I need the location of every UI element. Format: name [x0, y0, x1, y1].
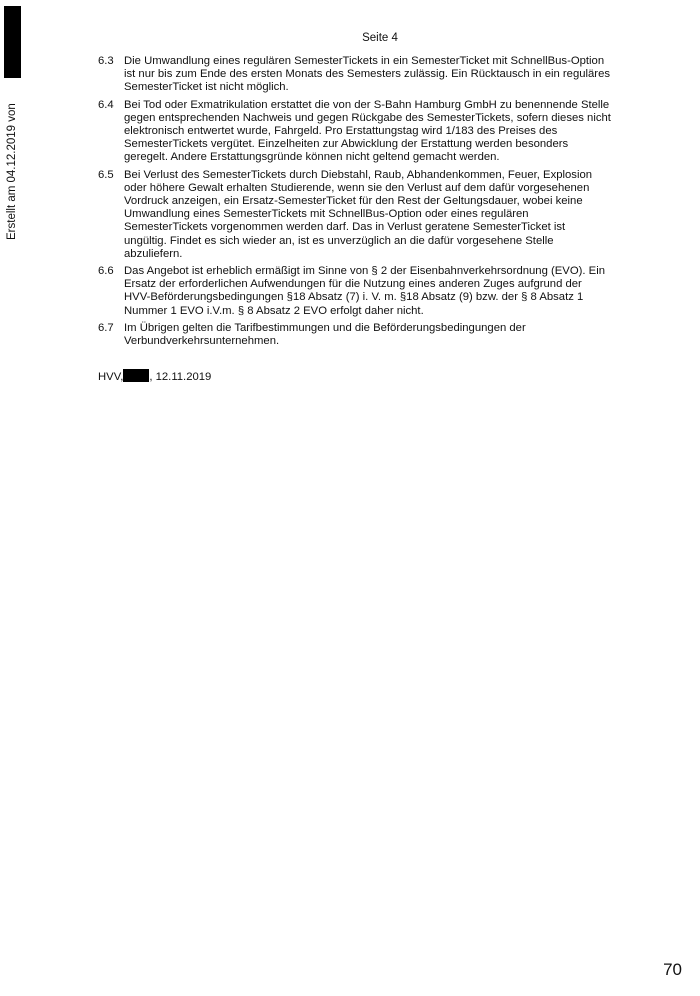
- clause-text: [124, 169, 658, 261]
- clause-list: [98, 55, 658, 352]
- clause-6-7: [98, 322, 658, 348]
- clause-line: Vordruck anzeigen, ein Ersatz-SemesterTicket für den Rest der Geltungsdauer, wobei keine: [124, 195, 583, 208]
- clause-text: [124, 55, 658, 95]
- clause-6-5: [98, 169, 658, 261]
- clause-line: Ersatz der erforderlichen Aufwendungen für die Nutzung eines anderen Zuges aufgrund der: [124, 278, 582, 291]
- clause-line: SemesterTickets vergütet. Einzelheiten zur Abwicklung der Erstattung werden besonders: [124, 138, 569, 151]
- clause-line: Verbundverkehrsunternehmen.: [124, 335, 280, 348]
- clause-line: SemesterTickets vorgenommen werden darf. Das in Verlust geratene SemesterTicket ist: [124, 221, 566, 234]
- clause-line: oder höhere Gewalt erhalten Studierende, wenn sie den Verlust auf dem dafür vorgesehenen: [124, 181, 590, 194]
- clause-line: Im Übrigen gelten die Tarifbestimmungen und die Beförderungsbedingungen der: [124, 321, 526, 334]
- clause-line: Nummer 1 EVO i.V.m. § 8 Absatz 2 EVO erfolgt daher nicht.: [124, 304, 424, 317]
- clause-text: [124, 99, 658, 165]
- clause-number: 6.6: [98, 265, 114, 278]
- clause-line: geregelt. Andere Erstattungsgründe können nicht geltend gemacht werden.: [124, 151, 500, 164]
- signature-date: , 12.11.2019: [149, 371, 212, 383]
- side-created-label: Erstellt am 04.12.2019 von: [6, 103, 18, 240]
- signature-line: [98, 369, 211, 384]
- clause-line: ist nur bis zum Ende des ersten Monats des Semesters zulässig. Ein Rücktausch in ein reguläres: [124, 68, 610, 81]
- clause-text: [124, 265, 658, 318]
- signature-org: HVV,: [98, 371, 124, 383]
- clause-6-6: [98, 265, 658, 318]
- clause-number: 6.3: [98, 55, 114, 67]
- clause-number: 6.4: [98, 98, 114, 111]
- page-number: 70: [663, 960, 682, 979]
- page-label: Seite 4: [362, 32, 398, 44]
- clause-6-3: [98, 55, 658, 95]
- clause-6-4: [98, 99, 658, 165]
- clause-line: gegen entsprechenden Nachweis und gegen Rückgabe des SemesterTickets, sofern dieses nicht: [124, 111, 611, 124]
- clause-line: Bei Tod oder Exmatrikulation erstattet die von der S-Bahn Hamburg GmbH zu benennende Stelle: [124, 98, 610, 111]
- clause-line: HVV-Beförderungsbedingungen §18 Absatz (7) i. V. m. §18 Absatz (9) bzw. der § 8 Absatz 1: [124, 291, 584, 304]
- clause-line: Das Angebot ist erheblich ermäßigt im Sinne von § 2 der Eisenbahnverkehrsordnung (EVO). Ein: [124, 265, 606, 278]
- clause-line: SemesterTicket ist nicht möglich.: [124, 81, 289, 94]
- clause-line: Die Umwandlung eines regulären SemesterTickets in ein SemesterTicket mit SchnellBus-Option: [124, 55, 605, 67]
- redaction-block: [123, 369, 149, 382]
- clause-line: ungültig. Findet es sich wieder an, ist es unverzüglich an die dafür vorgesehene Stelle: [124, 234, 554, 247]
- clause-line: abzuliefern.: [124, 247, 183, 260]
- clause-line: Umwandlung eines SemesterTickets mit SchnellBus-Option oder eines regulären: [124, 208, 529, 221]
- clause-text: [124, 322, 658, 348]
- clause-line: elektronisch entwertet wurde, Fahrgeld. Pro Erstattungstag wird 1/183 des Preises des: [124, 125, 558, 138]
- clause-number: 6.7: [98, 321, 114, 334]
- clause-line: Bei Verlust des SemesterTickets durch Diebstahl, Raub, Abhandenkommen, Feuer, Explosion: [124, 168, 593, 181]
- clause-number: 6.5: [98, 168, 114, 181]
